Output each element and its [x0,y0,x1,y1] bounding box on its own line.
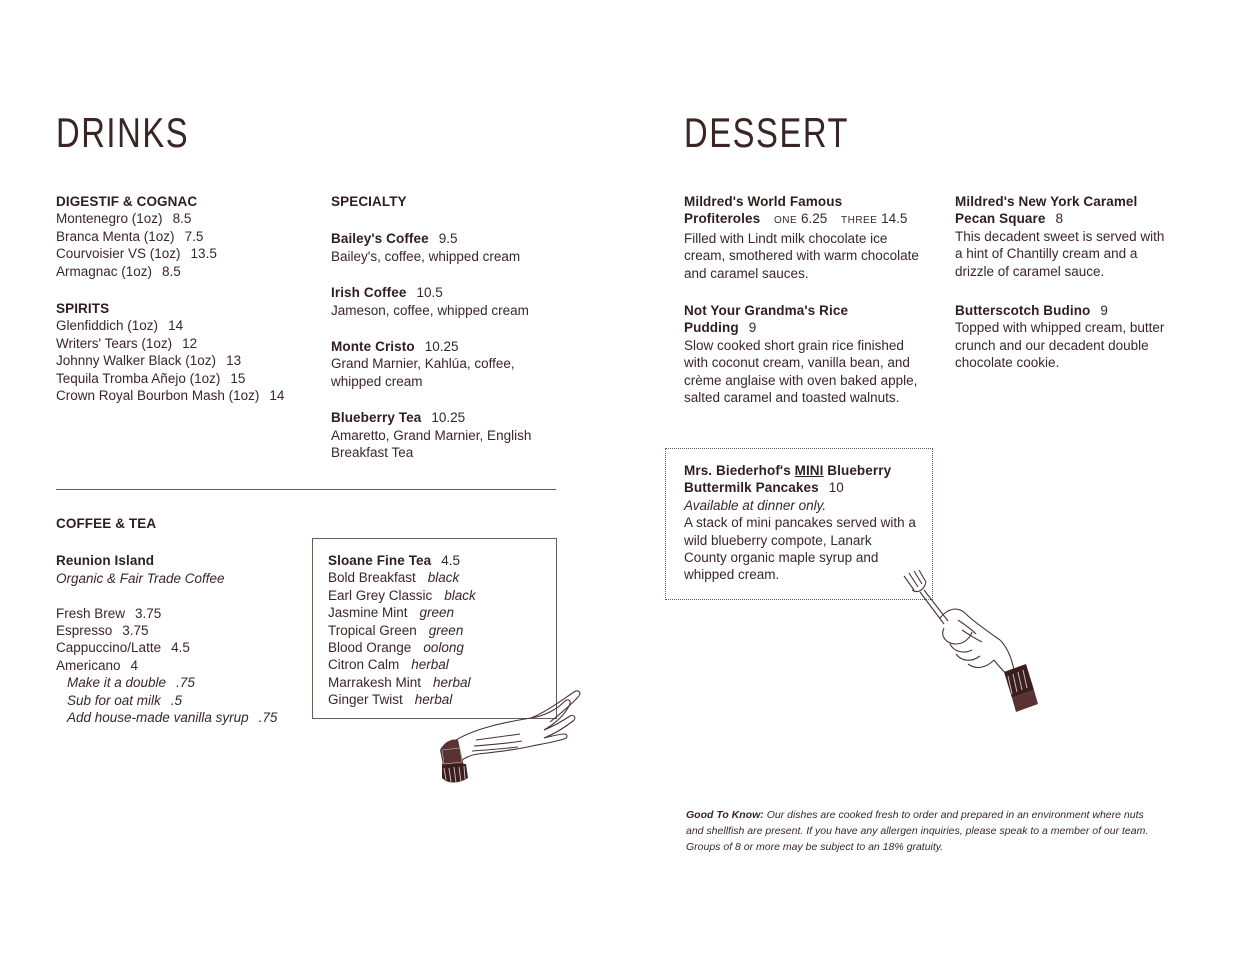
tea-name: Tropical Green [328,622,417,638]
item-price: 13.5 [190,246,217,262]
list-item [56,317,316,334]
coffee-brand-subtitle: Organic & Fair Trade Coffee [56,570,225,586]
item-price: 8.5 [172,211,192,227]
item-name: Cappuccino/Latte [56,640,162,656]
item-name-emphasis: MINI [794,463,824,478]
list-item [331,284,556,319]
item-price: 4 [130,657,139,673]
item-name: Not Your Grandma's Rice [684,303,849,318]
dessert-item-rice-pudding [684,302,919,406]
item-name: Americano [56,657,121,673]
hand-holding-card-icon [436,688,586,792]
item-description: Topped with whipped cream, butter crunch and our decadent double chocolate cookie. [955,320,1165,371]
spirits-heading: SPIRITS [56,301,110,316]
list-item [328,604,556,621]
item-name: Writers' Tears (1oz) [56,335,173,351]
addon-price: .5 [170,692,183,708]
item-description: Filled with Lindt milk chocolate ice cream, smothered with warm chocolate and caramel sauces. [684,230,919,281]
item-price: 13 [226,353,242,369]
tea-name: Marrakesh Mint [328,674,422,690]
item-name: Glenfiddich (1oz) [56,318,159,334]
list-item [331,338,556,390]
item-name: Branca Menta (1oz) [56,228,175,244]
item-description: Jameson, coffee, whipped cream [331,302,529,318]
list-item [328,656,556,673]
digestif-section [56,193,316,280]
list-item [56,387,316,404]
list-item [56,639,306,656]
tea-price: 4.5 [441,553,461,568]
item-price: 9 [748,320,757,336]
addon-item [56,709,306,726]
dessert-item-profiteroles [684,193,919,282]
availability-note: Available at dinner only. [684,497,827,513]
item-price: 8 [1055,211,1064,227]
note-text: Our dishes are cooked fresh to order and prepared in an environment where nuts and shellfish are present. If you have any allergen inquiries, please speak to a member of our team. Groups of 8 or more may be subject to an 18% gratuity. [686,809,1149,853]
item-name: Espresso [56,623,113,639]
item-name: Mildred's New York Caramel [955,194,1138,209]
specialty-heading: SPECIALTY [331,194,407,209]
price-label: THREE [840,215,878,227]
item-price: 10.25 [431,410,466,426]
item-price: 3.75 [122,623,149,639]
item-name: Crown Royal Bourbon Mash (1oz) [56,388,260,404]
dessert-item-pancakes [665,448,933,600]
item-description: Amaretto, Grand Marnier, English Breakfast Tea [331,427,532,461]
item-name: Bailey's Coffee [331,231,429,247]
item-price: 12 [182,335,198,351]
section-divider [56,489,556,490]
list-item [56,370,316,387]
list-item [328,622,556,639]
item-name: Butterscotch Budino [955,303,1091,318]
tea-type: herbal [433,674,471,690]
list-item [56,657,306,674]
tea-type: green [419,605,455,621]
tea-name: Blood Orange [328,640,412,656]
item-name: Courvoisier VS (1oz) [56,246,181,262]
item-price: 7.5 [184,228,204,244]
specialty-section [331,193,556,480]
tea-name: Earl Grey Classic [328,587,433,603]
item-name: Montenegro (1oz) [56,211,163,227]
addon-name: Add house-made vanilla syrup [67,710,249,726]
coffee-brand: Reunion Island [56,553,155,569]
dessert-item-pecan-square [955,193,1170,280]
item-description: A stack of mini pancakes served with a wild blueberry compote, Lanark County organic maple syrup and whipped cream. [684,515,916,583]
list-item [328,569,556,586]
item-name: Blueberry Tea [331,410,422,426]
item-price: 15 [230,370,246,386]
coffee-tea-heading: COFFEE & TEA [56,516,157,531]
list-item [56,352,316,369]
list-item [56,228,316,245]
addon-price: .75 [258,710,278,726]
list-item [56,605,306,622]
note-label: Good To Know: [686,809,764,821]
item-description: This decadent sweet is served with a hint of Chantilly cream and a drizzle of caramel sauce. [955,228,1165,279]
list-item [331,409,556,461]
coffee-section [56,515,306,726]
list-item [56,245,316,262]
digestif-heading: DIGESTIF & COGNAC [56,194,198,209]
item-price: 4.5 [171,640,190,656]
list-item [56,335,316,352]
tea-heading: Sloane Fine Tea [328,553,432,568]
addon-price: .75 [176,675,195,691]
tea-type: black [444,587,476,603]
hand-holding-fork-icon [900,570,1040,720]
item-price: 3.75 [135,605,162,621]
addon-name: Make it a double [67,675,167,691]
list-item [328,587,556,604]
item-name: Monte Cristo [331,339,415,355]
tea-name: Bold Breakfast [328,570,416,586]
item-name: Armagnac (1oz) [56,263,153,279]
item-price: 14.5 [881,211,908,227]
item-name: Profiteroles [684,211,761,227]
allergen-note [686,807,1156,855]
item-name: Tequila Tromba Añejo (1oz) [56,370,221,386]
item-price: 10 [828,480,844,496]
item-name: Fresh Brew [56,605,126,621]
list-item [56,622,306,639]
spirits-section [56,300,316,404]
addon-item [56,674,306,691]
tea-name: Ginger Twist [328,692,403,708]
item-name: Mrs. Biederhof's [684,463,791,478]
item-price: 8.5 [162,263,181,279]
item-name: Buttermilk Pancakes [684,480,819,496]
price-label: ONE [774,215,798,227]
item-description: Grand Marnier, Kahlúa, coffee, whipped cream [331,356,515,389]
item-price: 9.5 [438,231,458,247]
tea-type: green [428,622,464,638]
tea-name: Jasmine Mint [328,605,408,621]
addon-name: Sub for oat milk [67,692,161,708]
item-description: Slow cooked short grain rice finished with coconut cream, vanilla bean, and crème anglaise with oven baked apple, salted caramel and toasted walnuts. [684,337,918,406]
item-price: 10.5 [416,285,443,301]
list-item [56,263,316,280]
item-name: Blueberry [827,463,892,478]
dessert-item-budino [955,302,1170,372]
drinks-title: DRINKS [56,109,190,156]
tea-type: black [427,570,460,586]
list-item [328,639,556,656]
item-price: 10.25 [424,339,459,355]
dessert-title: DESSERT [684,109,850,156]
tea-type: oolong [423,640,464,656]
list-item [56,210,316,227]
tea-type: herbal [414,692,453,708]
item-price: 9 [1100,303,1108,318]
item-description: Bailey's, coffee, whipped cream [331,248,521,264]
item-name: Pecan Square [955,211,1046,227]
item-price: 14 [269,388,285,404]
digestif-list [56,210,316,280]
list-item [331,230,556,265]
item-price: 6.25 [800,211,828,227]
addon-item [56,692,306,709]
item-name: Mildred's World Famous [684,194,843,209]
tea-type: herbal [411,657,449,673]
item-name: Pudding [684,320,739,336]
tea-name: Citron Calm [328,657,400,673]
item-name: Irish Coffee [331,285,407,301]
item-name: Johnny Walker Black (1oz) [56,353,217,369]
item-price: 14 [168,318,184,334]
